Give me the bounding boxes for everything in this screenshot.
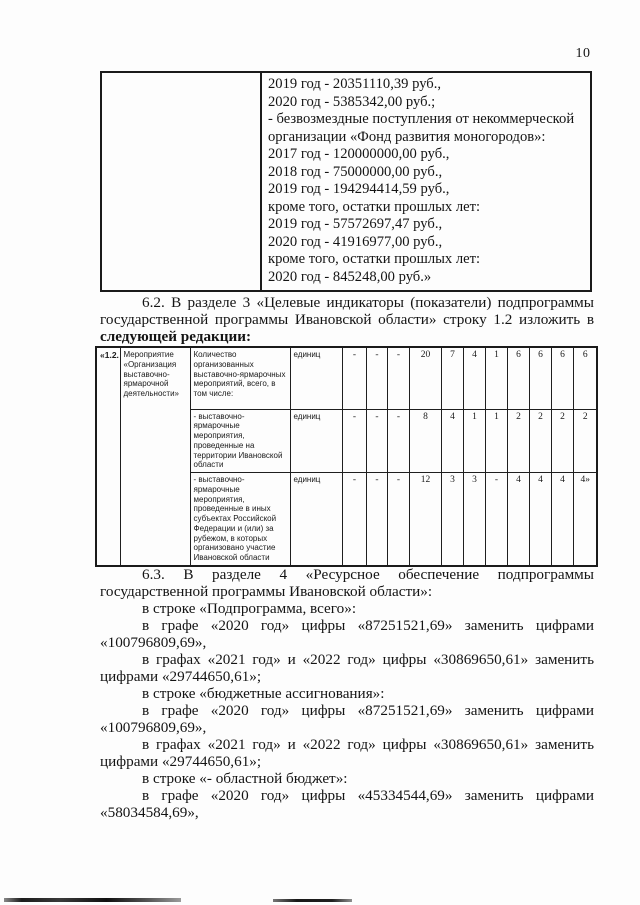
value-cell: 6 [573,347,597,409]
value-cell: 4» [573,473,597,566]
funding-table-left-cell [102,73,262,290]
amount-line: 2020 год - 845248,00 руб.» [268,268,432,285]
indicator-cell: - выставочно-ярмарочные мероприятия, проведенные на территории Ивановской области [190,409,290,473]
amount-line: 2020 год - 41916977,00 руб., [268,233,443,250]
amount-line: 2017 год - 120000000,00 руб., [268,146,450,162]
unit-cell: единиц [290,409,342,473]
indicator-row-number: «1.2. [96,347,120,566]
section-6-3-paragraph: в графе «2020 год» цифры «45334544,69» заменить цифрами «58034584,69», [100,787,594,821]
section-6-3-paragraph: в графах «2021 год» и «2022 год» цифры «30869650,61» заменить цифрами «29744650,61»; [100,651,594,685]
value-cell: - [342,347,366,409]
amount-line: 2020 год - 5385342,00 руб.; [268,93,436,110]
value-cell: - [366,347,387,409]
value-cell: - [387,473,409,566]
scan-artifact-line [273,899,352,902]
value-cell: - [387,409,409,473]
value-cell: 6 [551,347,573,409]
amount-line: 2019 год - 20351110,39 руб., [268,76,442,92]
value-cell: - [366,473,387,566]
section-6-3-paragraph: в строке «Подпрограмма, всего»: [142,600,357,617]
section-6-2-text: 6.2. В разделе 3 «Целевые индикаторы (показатели) подпрограммы государственной программы Ивановской области» строку 1.2 изложить в [100,294,594,328]
section-6-3-paragraph: 6.3. В разделе 4 «Ресурсное обеспечение подпрограммы государственной программы Ивановской области»: [100,566,594,600]
section-6-3 [100,566,594,821]
amount-line: кроме того, остатки прошлых лет: [268,198,481,215]
value-cell: 6 [507,347,529,409]
section-6-2-paragraph [100,294,594,345]
value-cell: 1 [485,347,507,409]
value-cell: 4 [463,347,485,409]
amount-line: 2018 год - 75000000,00 руб., [268,163,443,180]
section-6-2-emphasis: следующей редакции: [100,328,252,345]
value-cell: - [366,409,387,473]
unit-cell: единиц [290,473,342,566]
indicator-cell: - выставочно-ярмарочные мероприятия, проведенные в иных субъектах Российской Федерации и (или) за рубежом, в которых организовано участие Ивановской области [190,473,290,566]
value-cell: 4 [507,473,529,566]
value-cell: 1 [463,409,485,473]
section-6-2 [100,294,594,345]
unit-cell: единиц [290,347,342,409]
amount-line: 2019 год - 194294414,59 руб., [268,181,450,197]
scan-artifact-line [4,898,181,902]
section-6-3-paragraph: в строке «бюджетные ассигнования»: [142,685,385,702]
value-cell: 3 [441,473,463,566]
amount-line: - безвозмездные поступления от некоммерческой [268,111,575,127]
value-cell: 2 [573,409,597,473]
value-cell: - [485,473,507,566]
section-6-3-paragraph: в графах «2021 год» и «2022 год» цифры «30869650,61» заменить цифрами «29744650,61»; [100,736,594,770]
value-cell: 12 [409,473,441,566]
value-cell: 7 [441,347,463,409]
indicator-table [95,346,598,567]
value-cell: 4 [441,409,463,473]
funding-table-amounts-cell [262,73,590,290]
section-6-3-paragraph: в графе «2020 год» цифры «87251521,69» заменить цифрами «100796809,69», [100,702,594,736]
value-cell: 2 [529,409,551,473]
measure-name-cell: Мероприятие «Организация выставочно-ярмарочной деятельности» [120,347,190,566]
amount-line: кроме того, остатки прошлых лет: [268,251,481,267]
value-cell: 4 [551,473,573,566]
value-cell: 20 [409,347,441,409]
value-cell: - [342,409,366,473]
value-cell: 3 [463,473,485,566]
amount-line: организации «Фонд развития моногородов»: [268,128,546,145]
value-cell: 1 [485,409,507,473]
value-cell: 8 [409,409,441,473]
page-number: 10 [575,46,591,61]
section-6-3-paragraph: в графе «2020 год» цифры «87251521,69» заменить цифрами «100796809,69», [100,617,594,651]
value-cell: 6 [529,347,551,409]
value-cell: 2 [551,409,573,473]
value-cell: 4 [529,473,551,566]
indicator-cell: Количество организованных выставочно-ярмарочных мероприятий, всего, в том числе: [190,347,290,409]
section-6-3-paragraph: в строке «- областной бюджет»: [142,770,348,787]
value-cell: - [342,473,366,566]
funding-amounts-table [100,71,592,292]
amount-line: 2019 год - 57572697,47 руб., [268,216,443,232]
value-cell: 2 [507,409,529,473]
value-cell: - [387,347,409,409]
